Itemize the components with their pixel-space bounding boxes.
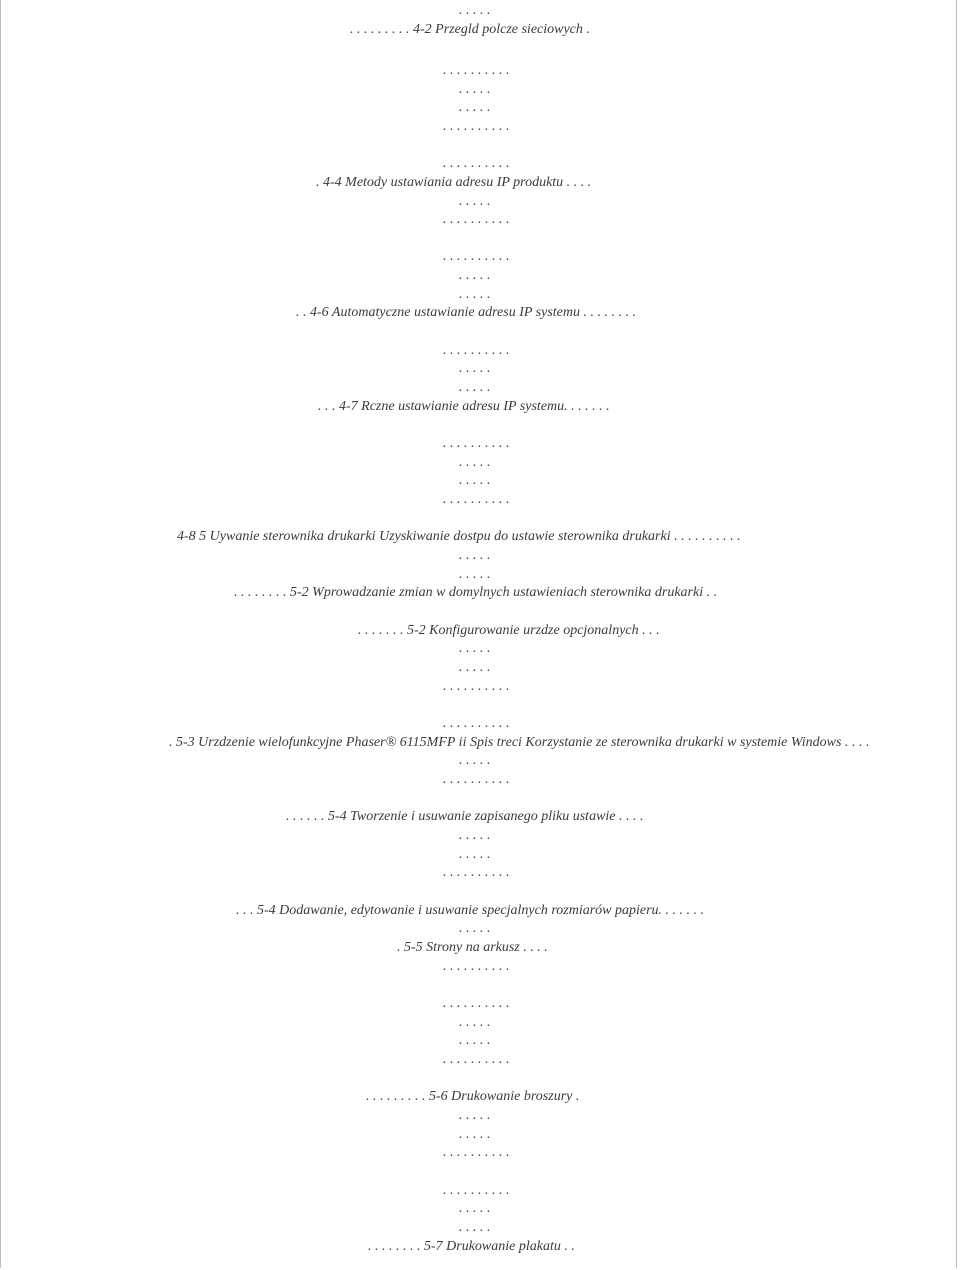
toc-line: . 5-5 Strony na arkusz . . . . (397, 940, 548, 955)
toc-line: . . . . . . . . . . (443, 1052, 510, 1067)
toc-line: . . . . . . . . . . (443, 1145, 510, 1160)
toc-line: . . . . . . . . . . (443, 959, 510, 974)
toc-line: . . . . . . . 5-2 Konfigurowanie urzdze opcjonalnych . . . (358, 623, 660, 638)
toc-line: . . . . . (459, 548, 491, 563)
toc-line: . . . . . . . . . . (443, 212, 510, 227)
toc-line: . . . . . . 5-4 Tworzenie i usuwanie zapisanego pliku ustawie . . . . (286, 809, 644, 824)
toc-line: . 4-4 Metody ustawiania adresu IP produktu . . . . (316, 175, 592, 190)
toc-line: . . . . . (459, 287, 491, 302)
toc-line: . . . . . . . . . . (443, 343, 510, 358)
toc-line: . . . . . . . . . . (443, 772, 510, 787)
toc-line: . . . 5-4 Dodawanie, edytowanie i usuwanie specjalnych rozmiarów papieru. . . . . . . (236, 903, 705, 918)
toc-line: . . . . . . . . 5-7 Drukowanie plakatu . . (368, 1239, 575, 1254)
toc-line: . . . . . . . . . . (443, 436, 510, 451)
toc-line: . . . . . (459, 473, 491, 488)
toc-line: . . . . . (459, 641, 491, 656)
toc-line: . . . . . . . . . . (443, 996, 510, 1011)
toc-line: . . . . . (459, 194, 491, 209)
toc-line: . . . . . . . . . . (443, 249, 510, 264)
toc-line: . . . . . . . . . . (443, 716, 510, 731)
toc-line: . . . . . . . . . . (443, 865, 510, 880)
toc-line: . . . . . (459, 268, 491, 283)
toc-line: . . . . . (459, 100, 491, 115)
toc-line: . . . . . (459, 847, 491, 862)
toc-line: . . . . . (459, 1015, 491, 1030)
toc-line: . . . . . . . . . 5-6 Drukowanie broszury . (366, 1089, 580, 1104)
toc-line: . . . . . (459, 567, 491, 582)
toc-line: . . . . . (459, 921, 491, 936)
toc-line: . . . . . (459, 1201, 491, 1216)
toc-line: . . . . . (459, 3, 491, 18)
toc-line: . . . . . . . . . . (443, 119, 510, 134)
toc-line: . . . . . . . . 5-2 Wprowadzanie zmian w domylnych ustawieniach sterownika drukarki . . (234, 585, 718, 600)
toc-line: . . . . . . . . . . (443, 492, 510, 507)
toc-line: . . . 4-7 Rczne ustawianie adresu IP systemu. . . . . . . (318, 399, 610, 414)
toc-line: . . . . . . . . . . (443, 1183, 510, 1198)
toc-line: . . . . . (459, 380, 491, 395)
toc-line: . . . . . (459, 1108, 491, 1123)
toc-line: . 5-3 Urzdzenie wielofunkcyjne Phaser® 6115MFP ii Spis treci Korzystanie ze sterownika drukarki w systemie Windows . . . . (169, 735, 870, 750)
toc-line: 4-8 5 Uywanie sterownika drukarki Uzyskiwanie dostpu do ustawie sterownika drukarki . . . . . . . . . . (177, 529, 741, 544)
toc-line: . . . . . (459, 361, 491, 376)
toc-line: . . . . . . . . . 4-2 Przegld polcze sieciowych . (350, 22, 590, 37)
toc-line: . . . . . (459, 1033, 491, 1048)
toc-line: . . . . . (459, 660, 491, 675)
toc-line: . . . . . . . . . . (443, 63, 510, 78)
toc-line: . . . . . (459, 753, 491, 768)
toc-line: . . . . . (459, 455, 491, 470)
toc-line: . . . . . . . . . . (443, 156, 510, 171)
toc-line: . . . . . (459, 82, 491, 97)
toc-line: . . . . . (459, 1127, 491, 1142)
toc-line: . . . . . . . . . . (443, 679, 510, 694)
toc-line: . . 4-6 Automatyczne ustawianie adresu IP systemu . . . . . . . . (296, 305, 636, 320)
toc-line: . . . . . (459, 1220, 491, 1235)
toc-line: . . . . . (459, 828, 491, 843)
